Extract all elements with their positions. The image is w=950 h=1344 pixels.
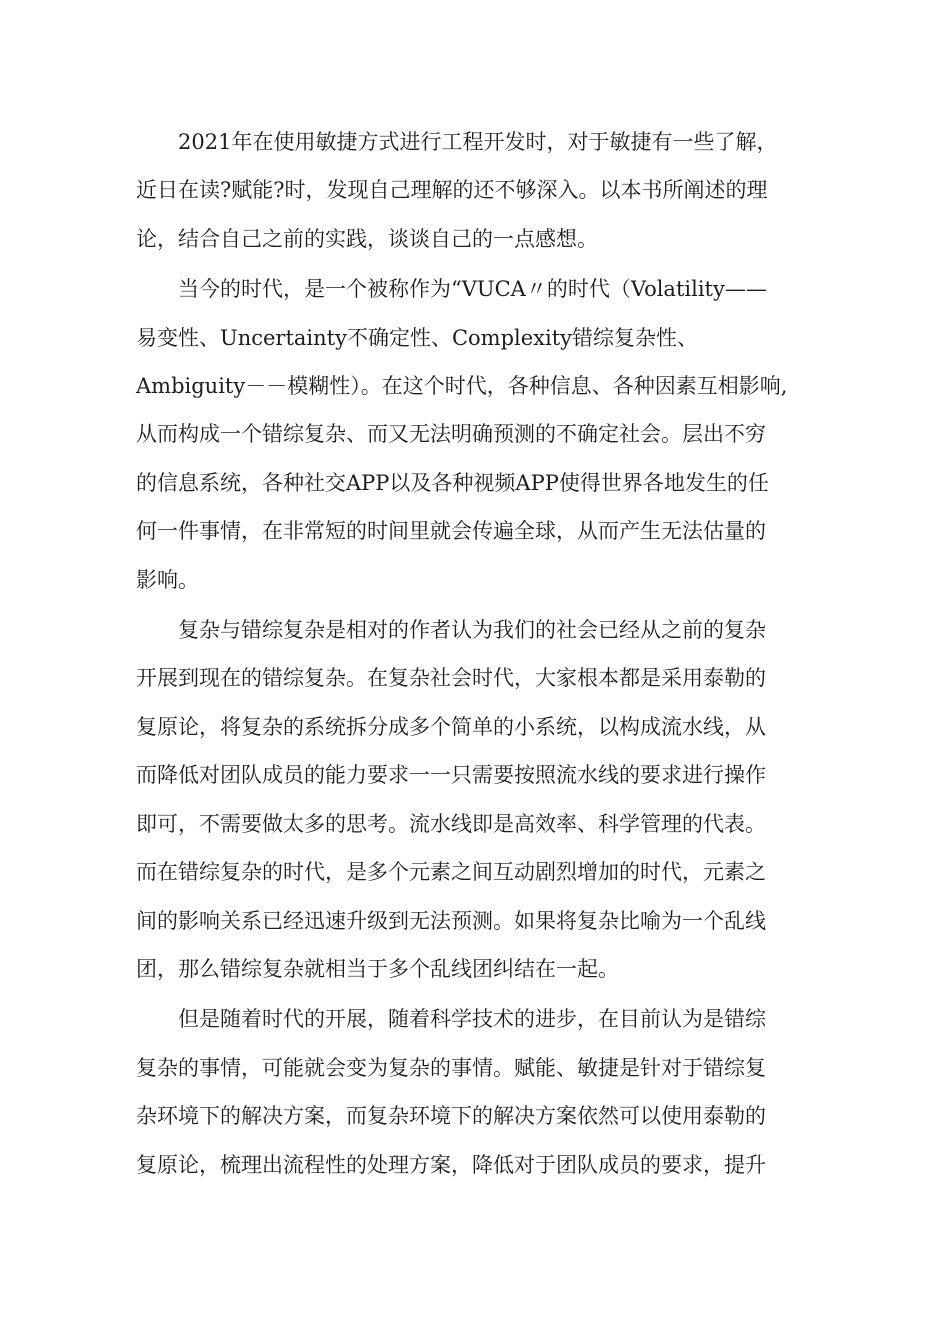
text-line: 易变性、Uncertainty不确定性、Complexity错综复杂性、 bbox=[136, 325, 699, 350]
text-line: 当今的时代，是一个被称作为“VUCA〃的时代（Volatility—— bbox=[178, 277, 767, 302]
text-line: 开展到现在的错综复杂。在复杂社会时代，大家根本都是采用泰勒的 bbox=[136, 666, 766, 691]
text-line: 杂环境下的解决方案，而复杂环境下的解决方案依然可以使用泰勒的 bbox=[136, 1104, 766, 1129]
text-line: 而降低对团队成员的能力要求一一只需要按照流水线的要求进行操作 bbox=[136, 763, 766, 788]
text-line: 复原论，梳理出流程性的处理方案，降低对于团队成员的要求，提升 bbox=[136, 1152, 766, 1177]
text-line: 即可，不需要做太多的思考。流水线即是高效率、科学管理的代表。 bbox=[136, 811, 766, 836]
text-line: 但是随着时代的开展，随着科学技术的进步，在目前认为是错综 bbox=[178, 1007, 766, 1032]
text-line: 的信息系统，各种社交APP以及各种视频APP使得世界各地发生的任 bbox=[136, 470, 769, 495]
text-line: 团，那么错综复杂就相当于多个乱线团纠结在一起。 bbox=[136, 956, 619, 981]
text-line: 复原论，将复杂的系统拆分成多个简单的小系统，以构成流水线，从 bbox=[136, 714, 766, 739]
text-line: 复杂与错综复杂是相对的作者认为我们的社会已经从之前的复杂 bbox=[178, 618, 766, 643]
text-line: 从而构成一个错综复杂、而又无法明确预测的不确定社会。层出不穷 bbox=[136, 422, 766, 447]
body-text bbox=[136, 118, 812, 1191]
text-line: 复杂的事情，可能就会变为复杂的事情。赋能、敏捷是针对于错综复 bbox=[136, 1055, 766, 1080]
text-line: 2021年在使用敏捷方式进行工程开发时，对于敏捷有一些了解， bbox=[178, 130, 778, 154]
text-line: 而在错综复杂的时代，是多个元素之间互动剧烈增加的时代，元素之 bbox=[136, 860, 766, 885]
paragraph-4 bbox=[136, 995, 812, 1189]
text-line: 何一件事情，在非常短的时间里就会传遍全球，从而产生无法估量的 bbox=[136, 519, 766, 544]
text-line: 影响。 bbox=[136, 567, 199, 592]
paragraph-3 bbox=[136, 606, 812, 993]
text-line: 论，结合自己之前的实践，谈谈自己的一点感想。 bbox=[136, 226, 598, 251]
paragraph-2 bbox=[136, 265, 812, 604]
text-line: 间的影响关系已经迅速升级到无法预测。如果将复杂比喻为一个乱线 bbox=[136, 908, 766, 933]
paragraph-1 bbox=[136, 118, 812, 263]
text-line: Ambiguity－－模糊性）。在这个时代，各种信息、各种因素互相影响, bbox=[136, 374, 788, 399]
text-line: 近日在读?赋能?时，发现自己理解的还不够深入。以本书所阐述的理 bbox=[136, 178, 768, 203]
